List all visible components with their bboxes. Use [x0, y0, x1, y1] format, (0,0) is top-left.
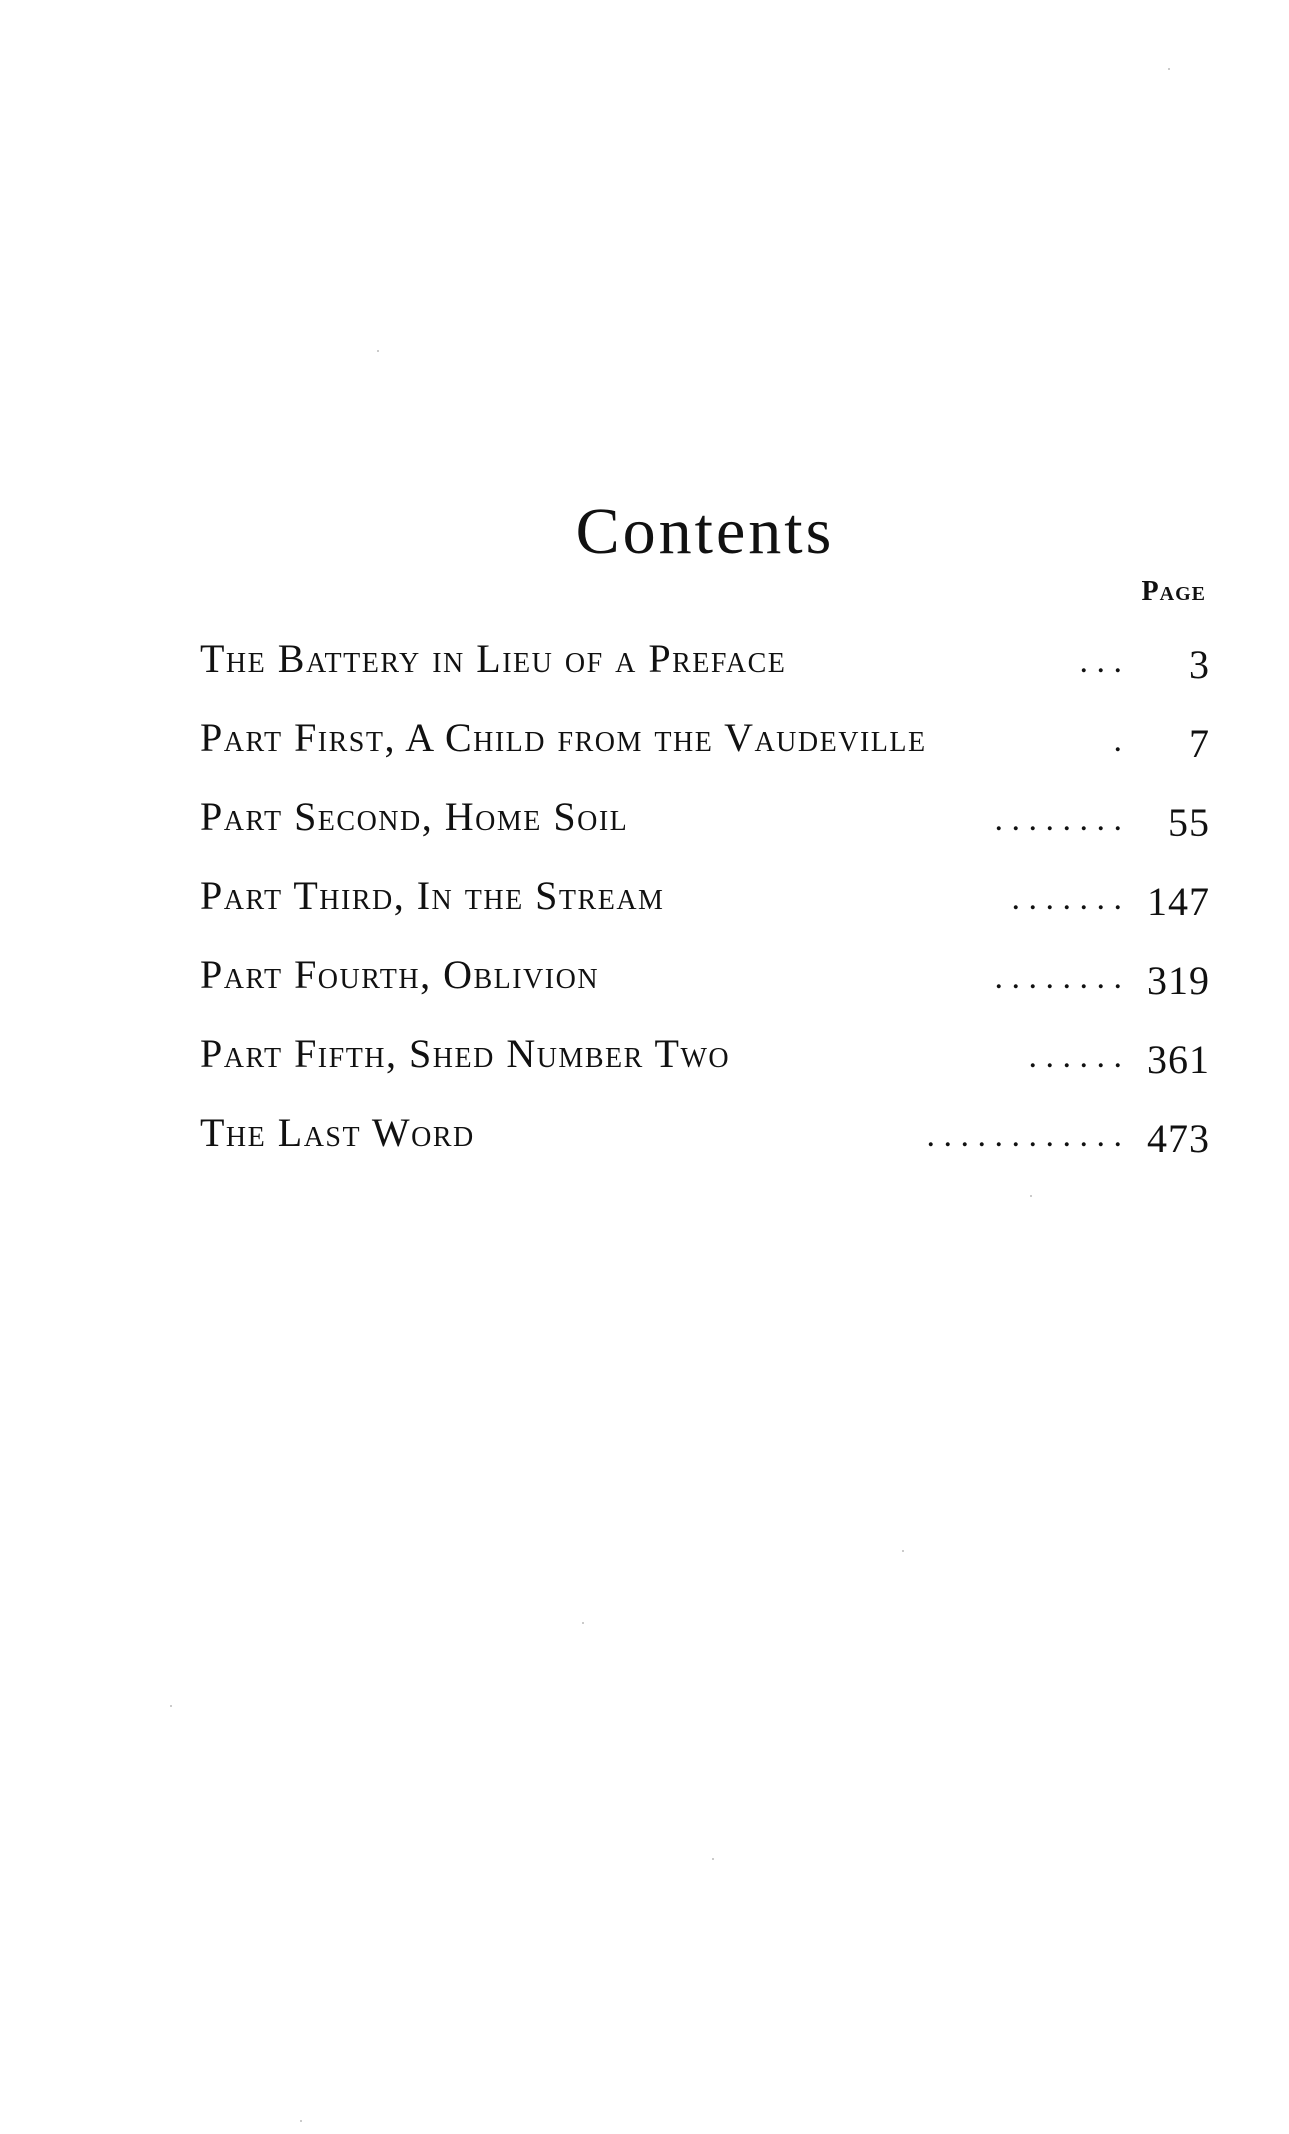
scan-speck: [1030, 1195, 1032, 1197]
toc-entry-page: 3: [1189, 642, 1210, 687]
scan-speck: [1168, 68, 1170, 70]
scan-speck: [300, 2120, 302, 2122]
dot-leader: .: [1113, 724, 1122, 759]
dot-leader: . . . . . .: [1028, 1040, 1122, 1075]
toc-entry-title: Part Fifth, Shed Number Two: [200, 1034, 740, 1086]
toc-entry-page: 361: [1147, 1037, 1210, 1082]
scan-speck: [902, 1550, 904, 1552]
page-column-label: Page: [1141, 576, 1206, 607]
toc-entry: [200, 1007, 1210, 1086]
dot-leader: . . . . . . . .: [994, 961, 1122, 996]
toc-entry: [200, 691, 1210, 770]
toc-entry-title: The Last Word: [200, 1113, 485, 1165]
scan-speck: [377, 350, 379, 352]
toc-entry-title: Part Fourth, Oblivion: [200, 955, 609, 1007]
toc-entry: [200, 770, 1210, 849]
toc-entry-title: Part Third, In the Stream: [200, 876, 674, 928]
dot-leader: . . . . . . .: [1011, 882, 1122, 917]
toc-entry-page: 473: [1147, 1116, 1210, 1161]
toc-entry-page: 55: [1168, 800, 1210, 845]
toc-entry: [200, 1086, 1210, 1165]
page-title: Contents: [575, 495, 835, 569]
dot-leader: . . . . . . . .: [994, 803, 1122, 838]
table-of-contents: [200, 578, 1210, 1165]
dot-leader: . . .: [1079, 645, 1122, 680]
toc-entry-page: 7: [1189, 721, 1210, 766]
scan-speck: [170, 1705, 172, 1707]
toc-entry-title: Part First, A Child from the Vaudeville: [200, 718, 937, 770]
toc-entry-page: 147: [1147, 879, 1210, 924]
toc-entry-title: Part Second, Home Soil: [200, 797, 638, 849]
toc-entry: [200, 612, 1210, 691]
dot-leader: . . . . . . . . . . . .: [926, 1119, 1122, 1154]
toc-entry-page: 319: [1147, 958, 1210, 1003]
toc-entry: [200, 849, 1210, 928]
toc-entry: [200, 928, 1210, 1007]
scan-speck: [582, 1622, 584, 1624]
toc-entry-title: The Battery in Lieu of a Preface: [200, 639, 796, 691]
scan-speck: [712, 1858, 714, 1860]
